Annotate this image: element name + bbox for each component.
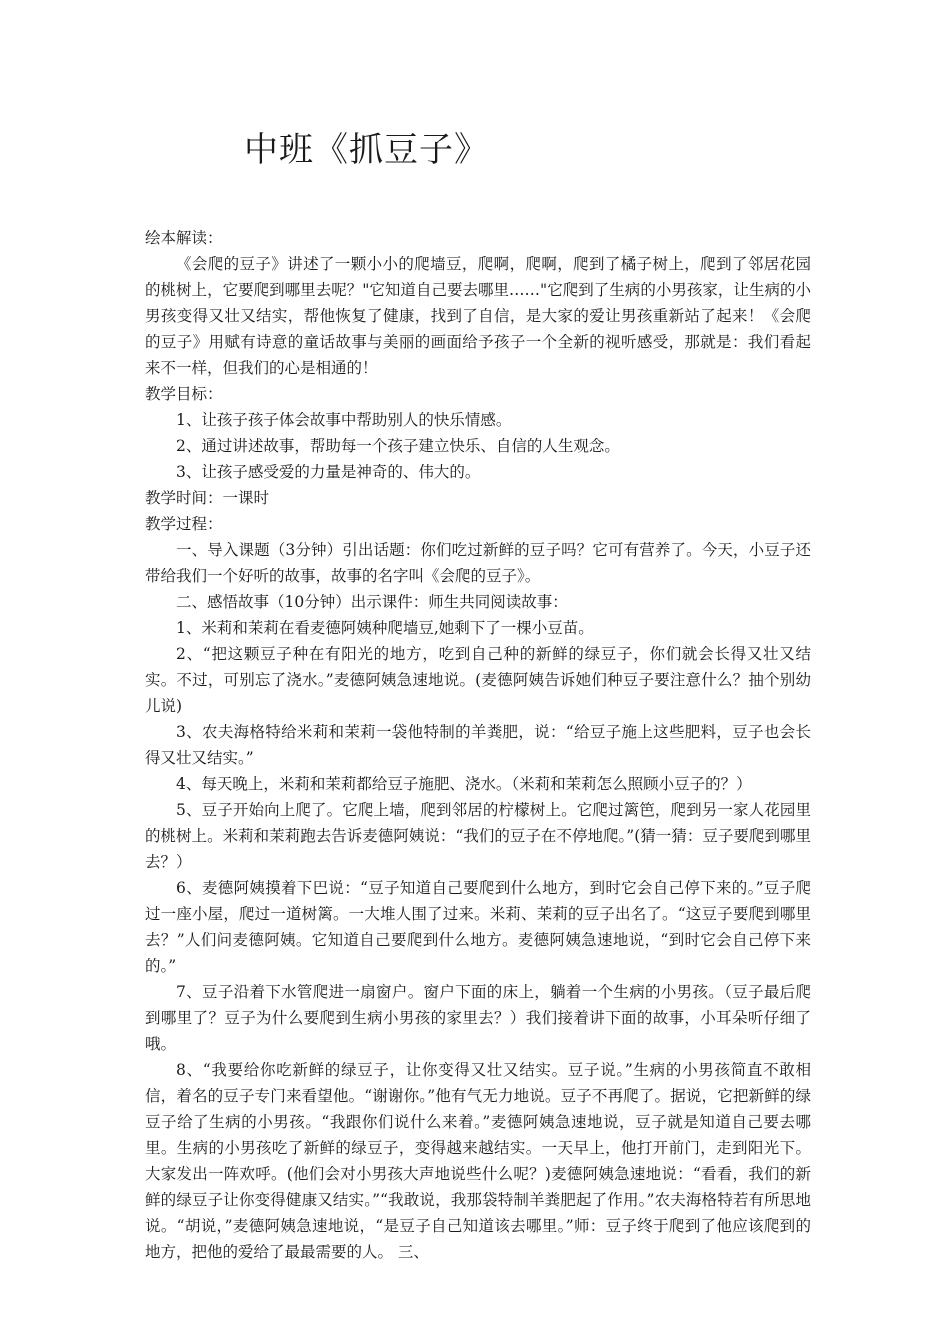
list-item-goal-1: 1、让孩子孩子体会故事中帮助别人的快乐情感。 <box>176 411 512 429</box>
document-title: 中班《抓豆子》 <box>244 130 489 170</box>
paragraph-step-1-intro: 一、导入课题（3分钟）引出话题：你们吃过新鲜的豆子吗？它可有营养了。今天，小豆子还带给我们一个好听的故事，故事的名字叫《会爬的豆子》。 <box>145 541 811 585</box>
list-item-story-2: 2、“把这颗豆子种在有阳光的地方，吃到自己种的新鲜的绿豆子，你们就会长得又壮又结实。不过，可别忘了浇水。”麦德阿姨急速地说。(麦德阿姨告诉她们种豆子要注意什么？抽个别幼儿说) <box>145 645 811 715</box>
document-body <box>145 225 811 1265</box>
paragraph-picture-book-summary: 《会爬的豆子》讲述了一颗小小的爬墙豆，爬啊，爬啊，爬到了橘子树上，爬到了邻居花园的桃树上，它要爬到哪里去呢？"它知道自己要去哪里……"它爬到了生病的小男孩家，让生病的小男孩变得又壮又结实，帮他恢复了健康，找到了自信，是大家的爱让男孩重新站了起来！《会爬的豆子》用赋有诗意的童话故事与美丽的画面给予孩子一个全新的视听感受，那就是：我们看起来不一样，但我们的心是相通的！ <box>145 255 811 377</box>
section-heading-teaching-time: 教学时间：一课时 <box>145 489 270 507</box>
list-item-goal-3: 3、让孩子感受爱的力量是神奇的、伟大的。 <box>176 463 481 481</box>
list-item-story-1: 1、米莉和茉莉在看麦德阿姨种爬墙豆,她剩下了一棵小豆苗。 <box>176 619 594 637</box>
paragraph-step-2-story: 二、感悟故事（10分钟）出示课件：师生共同阅读故事： <box>176 593 568 611</box>
list-item-story-8: 8、“我要给你吃新鲜的绿豆子，让你变得又壮又结实。豆子说。”生病的小男孩简直不敢相信，着名的豆子专门来看望他。“谢谢你。”他有气无力地说。豆子不再爬了。据说，它把新鲜的绿豆子给了生病的小男孩。“我跟你们说什么来着。”麦德阿姨急速地说，豆子就是知道自己要去哪里。生病的小男孩吃了新鲜的绿豆子，变得越来越结实。一天早上，他打开前门，走到阳光下。大家发出一阵欢呼。(他们会对小男孩大声地说些什么呢？)麦德阿姨急速地说：“看看，我们的新鲜的绿豆子让你变得健康又结实。”“我敢说，我那袋特制羊粪肥起了作用。”农夫海格特若有所思地说。“胡说，”麦德阿姨急速地说，“是豆子自己知道该去哪里。”师：豆子终于爬到了他应该爬到的地方，把他的爱给了最最需要的人。 三、 <box>145 1061 811 1261</box>
section-heading-picture-book: 绘本解读： <box>145 229 223 247</box>
list-item-story-5: 5、豆子开始向上爬了。它爬上墙，爬到邻居的柠檬树上。它爬过篱笆，爬到另一家人花园里的桃树上。米莉和茉莉跑去告诉麦德阿姨说：“我们的豆子在不停地爬。”(猜一猜：豆子要爬到哪里去？） <box>145 801 811 871</box>
section-heading-teaching-goals: 教学目标： <box>145 385 223 403</box>
list-item-story-7: 7、豆子沿着下水管爬进一扇窗户。窗户下面的床上，躺着一个生病的小男孩。（豆子最后爬到哪里了？豆子为什么要爬到生病小男孩的家里去？）我们接着讲下面的故事，小耳朵听仔细了哦。 <box>145 983 811 1053</box>
list-item-story-6: 6、麦德阿姨摸着下巴说：“豆子知道自己要爬到什么地方，到时它会自己停下来的。”豆子爬过一座小屋，爬过一道树篱。一大堆人围了过来。米莉、茉莉的豆子出名了。“这豆子要爬到哪里去？”人们问麦德阿姨。它知道自己要爬到什么地方。麦德阿姨急速地说，“到时它会自己停下来的。” <box>145 879 811 975</box>
list-item-story-3: 3、农夫海格特给米莉和茉莉一袋他特制的羊粪肥，说：“给豆子施上这些肥料，豆子也会长得又壮又结实。” <box>145 723 811 767</box>
section-heading-teaching-process: 教学过程： <box>145 515 223 533</box>
list-item-story-4: 4、每天晚上，米莉和茉莉都给豆子施肥、浇水。（米莉和茉莉怎么照顾小豆子的？） <box>176 775 752 793</box>
list-item-goal-2: 2、通过讲述故事，帮助每一个孩子建立快乐、自信的人生观念。 <box>176 437 620 455</box>
